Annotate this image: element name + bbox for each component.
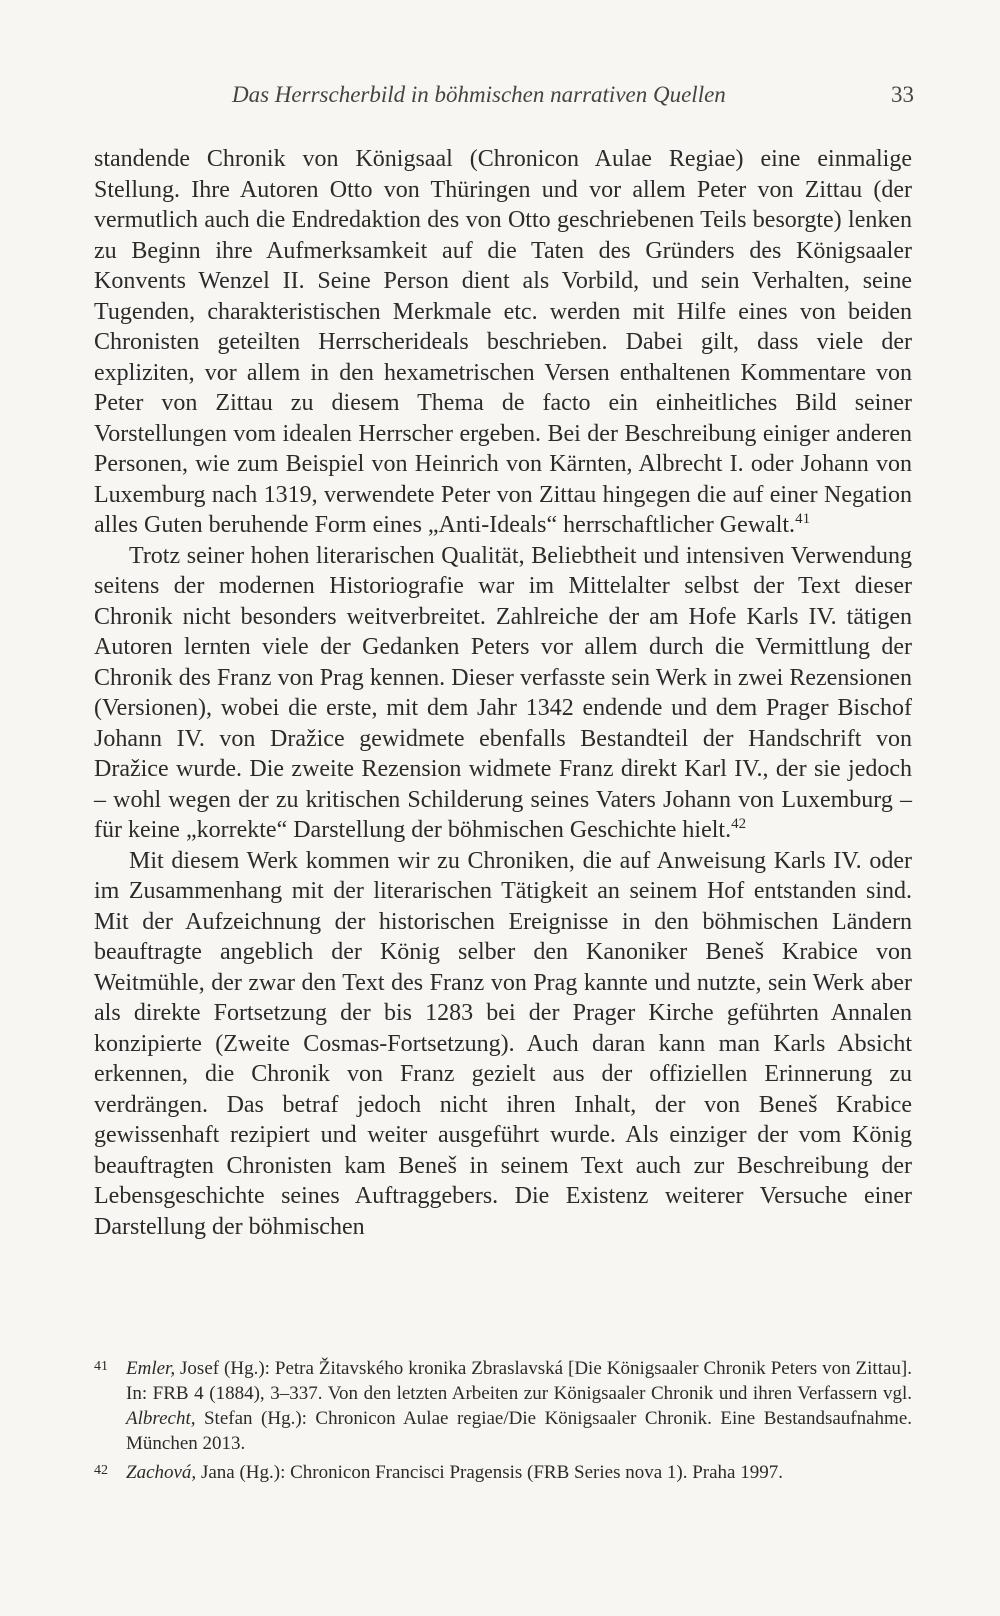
footnote-text: Stefan (Hg.): Chronicon Aulae regiae/Die Königsaaler Chronik. Eine Bestandsaufnahme. München 2013. bbox=[126, 1408, 912, 1454]
footnote-text: Josef (Hg.): Petra Žitavského kronika Zbraslavská [Die Königsaaler Chronik Peters von Zittau]. In: FRB 4 (1884), 3–337. Von den letzten Arbeiten zur Königsaaler Chronik und ihren Verfassern vgl. bbox=[126, 1358, 912, 1404]
page-number: 33 bbox=[891, 82, 914, 107]
footnote-41 bbox=[94, 1356, 912, 1456]
footnote-ref-42[interactable]: 42 bbox=[731, 816, 747, 832]
footnote-text: Jana (Hg.): Chronicon Francisci Pragensis (FRB Series nova 1). Praha 1997. bbox=[196, 1462, 783, 1483]
paragraph-text: standende Chronik von Königsaal (Chronicon Aulae Regiae) eine einmalige Stellung. Ihre Autoren Otto von Thüringen und vor allem Peter von Zittau (der vermutlich auch die Endredaktion des von Otto geschriebenen Teils besorgte) lenken zu Beginn ihre Aufmerksamkeit auf die Taten des Gründers des Königsaaler Konvents Wenzel II. Seine Person dient als Vorbild, und sein Verhalten, seine Tugenden, charakteristischen Merkmale etc. werden mit Hilfe eines von beiden Chronisten geteilten Herrscherideals beschrieben. Dabei gilt, dass viele der expliziten, vor allem in den hexametrischen Versen enthaltenen Kommentare von Peter von Zittau zu diesem Thema de facto ein einheitliches Bild seiner Vorstellungen vom idealen Herrscher ergeben. Bei der Beschreibung einiger anderen Personen, wie zum Beispiel von Heinrich von Kärnten, Albrecht I. oder Johann von Luxemburg nach 1319, verwendete Peter von Zittau hingegen die auf einer Negation alles Guten beruhende Form eines „Anti-Ideals“ herrschaftlicher Gewalt. bbox=[94, 146, 912, 538]
footnote-number: 41 bbox=[94, 1359, 108, 1374]
footnote-number: 42 bbox=[94, 1463, 108, 1478]
paragraph-text: Trotz seiner hohen literarischen Qualität, Beliebtheit und intensiven Verwendung seitens der modernen Historiografie war im Mittelalter selbst der Text dieser Chronik nicht besonders weitverbreitet. Zahlreiche der am Hofe Karls IV. tätigen Autoren lernten viele der Gedanken Peters vor allem durch die Vermittlung der Chronik des Franz von Prag kennen. Dieser verfasste sein Werk in zwei Rezensionen (Versionen), wobei die erste, mit dem Jahr 1342 endende und dem Prager Bischof Johann IV. von Dražice gewidmete ebenfalls Bestandteil der Handschrift von Dražice wurde. Die zweite Rezension widmete Franz direkt Karl IV., der sie jedoch – wohl wegen der zu kritischen Schilderung seines Vaters Johann von Luxemburg – für keine „korrekte“ Darstellung der böhmischen Geschichte hielt. bbox=[94, 542, 912, 843]
paragraph-text: Mit diesem Werk kommen wir zu Chroniken, die auf Anweisung Karls IV. oder im Zusammenhang mit der literarischen Tätigkeit an seinem Hof entstanden sind. Mit der Aufzeichnung der historischen Ereignisse in den böhmischen Ländern beauftragte angeblich der König selber den Kanoniker Beneš Krabice von Weitmühle, der zwar den Text des Franz von Prag kannte und nutzte, sein Werk aber als direkte Fortsetzung der bis 1283 bei der Prager Kirche geführten Annalen konzipierte (Zweite Cosmas-Fortsetzung). Auch daran kann man Karls Absicht erkennen, die Chronik von Franz gezielt aus der offiziellen Erinnerung zu verdrängen. Das betraf jedoch nicht ihren Inhalt, der von Beneš Krabice gewissenhaft rezipiert und weiter ausgeführt wurde. Als einziger der vom König beauftragten Chronisten kam Beneš in seinem Text auch zur Beschreibung der Lebensgeschichte seines Auftraggebers. Die Existenz weiterer Versuche einer Darstellung der böhmischen bbox=[94, 847, 912, 1240]
paragraph-3 bbox=[94, 846, 912, 1243]
paragraph-2 bbox=[94, 541, 912, 846]
paragraph-1 bbox=[94, 144, 912, 541]
footnote-ref-41[interactable]: 41 bbox=[795, 511, 811, 527]
footnote-author: Emler, bbox=[126, 1358, 176, 1379]
page-header bbox=[0, 82, 1000, 118]
footnote-author: Zachová, bbox=[126, 1462, 197, 1483]
footnote-author: Albrecht, bbox=[126, 1408, 196, 1429]
body-text bbox=[94, 144, 912, 1242]
footnote-42 bbox=[94, 1460, 912, 1485]
running-title: Das Herrscherbild in böhmischen narrativen Quellen bbox=[232, 82, 726, 107]
footnotes bbox=[94, 1356, 912, 1489]
